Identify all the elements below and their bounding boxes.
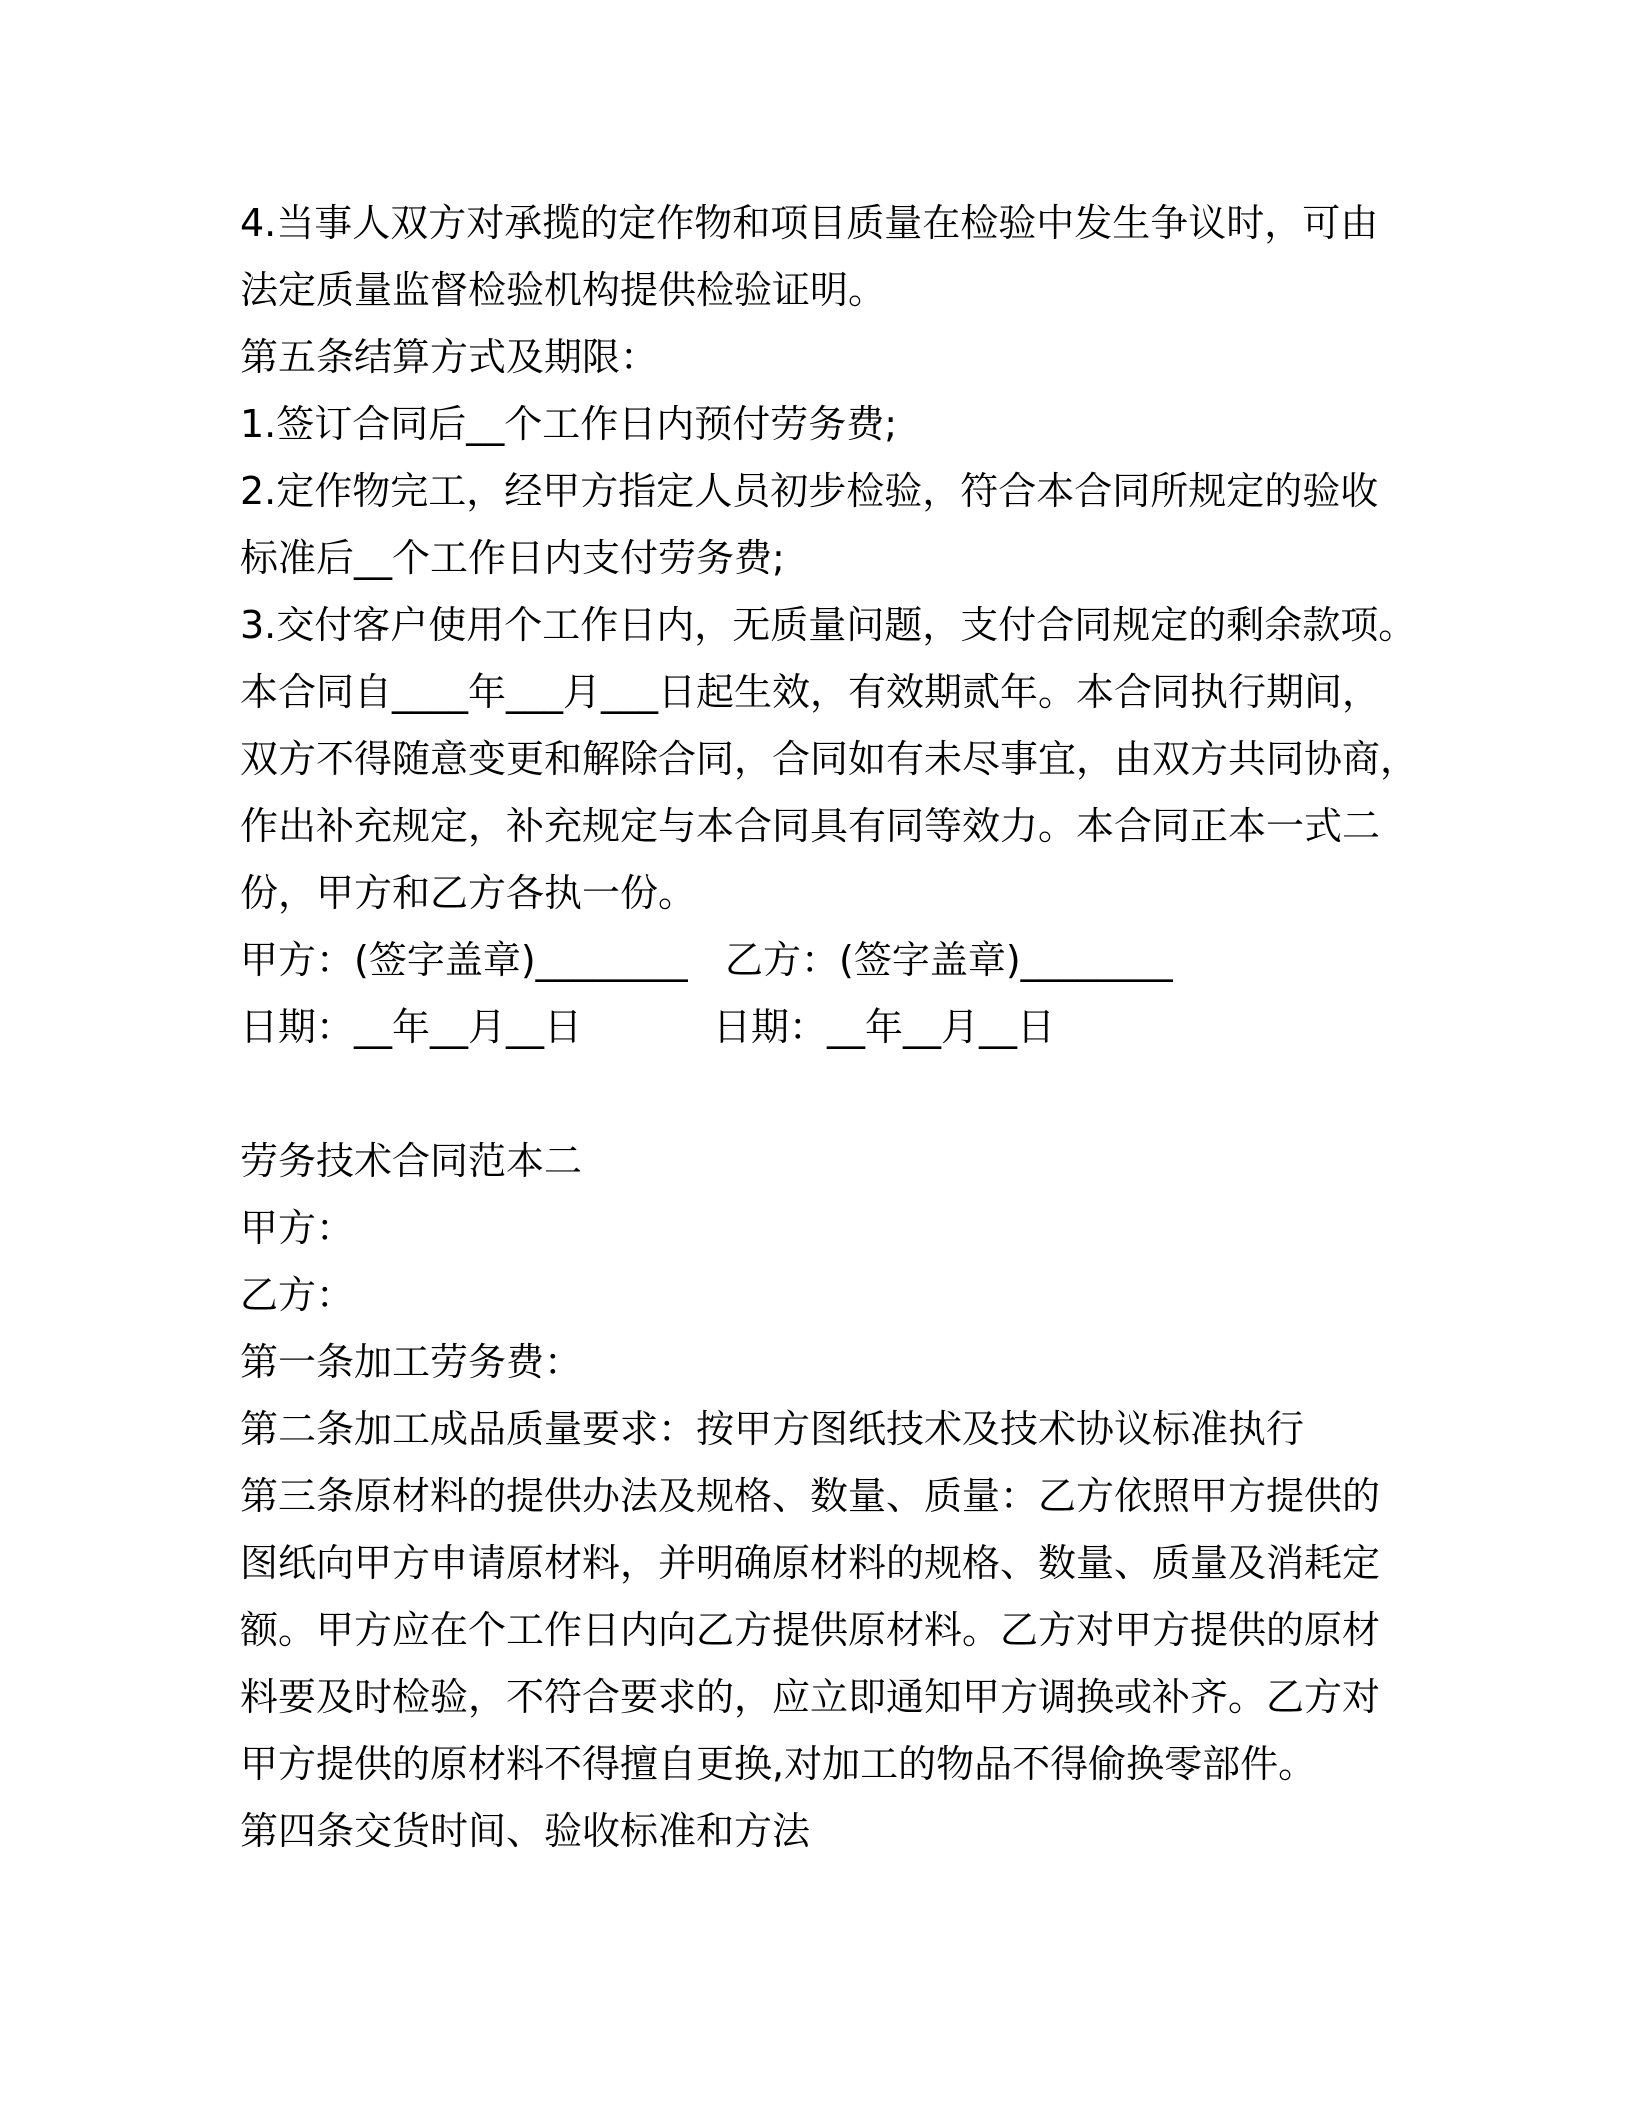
paragraph-line: 1.签订合同后__个工作日内预付劳务费; — [240, 402, 898, 446]
party-b-signature: 乙方：(签字盖章)________ — [725, 938, 1173, 982]
clause-heading: 第五条结算方式及期限： — [240, 335, 659, 379]
party-a-date: 日期：__年__月__日 — [240, 1005, 583, 1049]
section-title: 劳务技术合同范本二 — [240, 1139, 583, 1183]
paragraph-line: 4.当事人双方对承揽的定作物和项目质量在检验中发生争议时，可由 — [240, 201, 1379, 245]
paragraph-line: 作出补充规定，补充规定与本合同具有同等效力。本合同正本一式二 — [240, 804, 1381, 848]
paragraph-line: 标准后__个工作日内支付劳务费; — [240, 536, 785, 580]
date-row — [240, 994, 1410, 1061]
paragraph-line: 份，甲方和乙方各执一份。 — [240, 871, 697, 915]
clause-heading: 第二条加工成品质量要求：按甲方图纸技术及技术协议标准执行 — [240, 1407, 1305, 1451]
paragraph-line: 法定质量监督检验机构提供检验证明。 — [240, 268, 887, 312]
paragraph-line: 料要及时检验，不符合要求的，应立即通知甲方调换或补齐。乙方对 — [240, 1675, 1381, 1719]
paragraph-line: 双方不得随意变更和解除合同，合同如有未尽事宜，由双方共同协商， — [240, 737, 1419, 781]
paragraph-line: 2.定作物完工，经甲方指定人员初步检验，符合本合同所规定的验收 — [240, 469, 1379, 513]
party-b-field: 乙方： — [240, 1273, 355, 1317]
section-gap — [240, 1061, 1410, 1128]
party-a-signature: 甲方：(签字盖章)________ — [240, 938, 688, 982]
clause-heading: 第一条加工劳务费： — [240, 1340, 583, 1384]
paragraph-line: 3.交付客户使用个工作日内，无质量问题，支付合同规定的剩余款项。 — [240, 603, 1417, 647]
signature-row — [240, 927, 1410, 994]
paragraph-line: 甲方提供的原材料不得擅自更换,对加工的物品不得偷换零部件。 — [240, 1742, 1317, 1786]
paragraph-line: 额。甲方应在个工作日内向乙方提供原材料。乙方对甲方提供的原材 — [240, 1608, 1381, 1652]
party-b-date: 日期：__年__月__日 — [713, 1005, 1056, 1049]
clause-heading: 第四条交货时间、验收标准和方法 — [240, 1809, 811, 1853]
paragraph-line: 本合同自____年___月___日起生效，有效期贰年。本合同执行期间， — [240, 670, 1381, 714]
paragraph-line: 第三条原材料的提供办法及规格、数量、质量：乙方依照甲方提供的 — [240, 1474, 1381, 1518]
paragraph-line: 图纸向甲方申请原材料，并明确原材料的规格、数量、质量及消耗定 — [240, 1541, 1381, 1585]
party-a-field: 甲方： — [240, 1206, 355, 1250]
document-body — [240, 190, 1419, 1865]
